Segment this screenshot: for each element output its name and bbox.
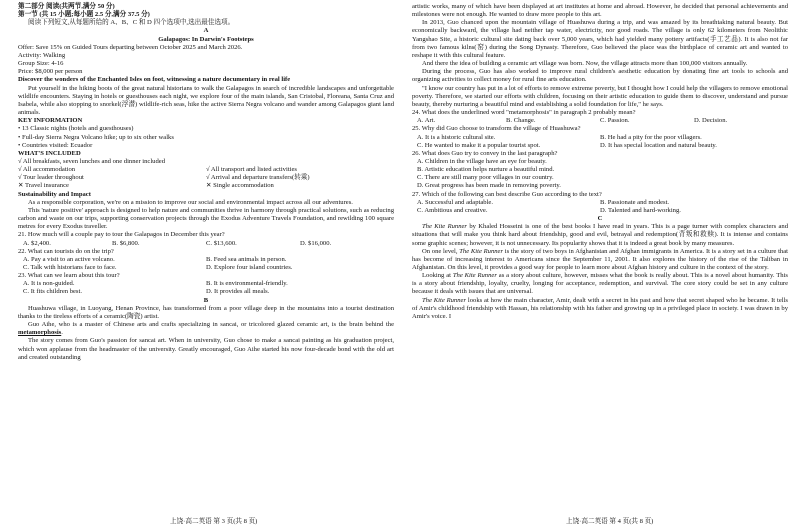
question-22: 22. What can tourists do on the trip? (18, 247, 114, 255)
included-item: √ All transport and listed activities (206, 166, 297, 174)
option: A. Pay a visit to an active volcano. (23, 255, 115, 263)
option: D. Talented and hard-working. (600, 206, 681, 214)
included-heading: WHAT'S INCLUDED (18, 149, 81, 157)
passage-b-letter: B (203, 296, 209, 304)
question-27-options (412, 199, 788, 207)
book-title: The Kite Runner (422, 296, 467, 304)
section-title: 第一节 (共 15 小题;每小题 2.5 分,满分 37.5 分) (18, 11, 150, 19)
option: C. Passion. (600, 117, 630, 125)
sustainability-heading: Sustainability and Impact (18, 190, 91, 198)
question-27: 27. Which of the following can best describe Guo according to the text? (412, 190, 602, 198)
excluded-row (18, 182, 394, 190)
paragraph-text: is the story of two boys in Afghanistan and Afghan immigrants in America. It is a story set in a culture that has become of increasing interest to Americans since the September 11, 2001. It also explores the history of the rise of the Taliban in Afghanistan. On this level, it provides a good way for people to learn more about Afghan history and culture in the context of the story. (412, 247, 788, 271)
option: A. $2,400. (23, 239, 51, 247)
key-info-item: • Full-day Sierra Negra Volcano hike; up to six other walks (18, 133, 174, 141)
question-24-options (412, 117, 788, 125)
underlined-word: metamorphosis (18, 329, 62, 337)
included-item: √ All accommodation (18, 166, 76, 174)
instruction: 阅读下列短文,从每题所给的 A、B、C 和 D 四个选项中,选出最佳选项。 (28, 19, 235, 27)
price-line: Price: $8,000 per person (18, 68, 83, 76)
option: D. It provides all meals. (206, 288, 270, 296)
option: A. Successful and adaptable. (417, 198, 493, 206)
passage-c-paragraph (412, 223, 788, 247)
key-info-heading: KEY INFORMATION (18, 117, 83, 125)
question-25-options (412, 142, 788, 150)
page-footer-right: 上饶·高二英语 第 4 页(共 8 页) (566, 518, 654, 525)
page-footer-left: 上饶·高二英语 第 3 页(共 8 页) (170, 518, 258, 525)
passage-b-paragraph: And there the idea of building a ceramic art village was born. Now, the village attracts more than 100,000 visitors annually. (422, 60, 748, 68)
passage-b-paragraph: In 2013, Guo chanced upon the mountain village of Huashuwa during a trip, and was amazed by its breathtaking natural beauty. But economically backward, the village had neither tap water, electricity, nor good roads. The village is only 62 kilometers from Neolithic Yangshao Site, a historic cultural site dating back over 5,000 years, which had yielded many pottery artifacts(手工艺品). It is also not far from two famous kilns(窑) during the Song Dynasty. Therefore, Guo believed the place was the birthplace of ceramic art and wanted to reshape it with this cultural feature. (412, 19, 788, 59)
option: A. It is a historic cultural site. (417, 133, 496, 141)
question-24: 24. What does the underlined word "metamorphosis" in paragraph 2 probably mean? (412, 109, 636, 117)
included-item: √ Tour leader throughout (18, 174, 84, 182)
passage-b-paragraph: The story comes from Guo's passion for sancai art. When in university, Guo chose to make a sancai painting as his graduation project, which won applause from the headmaster of the university. Greatly encouraged, Guo Aihe started his now four-decade bond with the old art and created outstanding (18, 337, 394, 361)
option: B. It is environmental-friendly. (206, 280, 288, 288)
question-21-options (18, 240, 394, 248)
paragraph-text: Looking at (422, 272, 453, 280)
option: A. Art. (417, 117, 436, 125)
question-21: 21. How much will a couple pay to tour the Galapagos in December this year? (18, 231, 225, 239)
question-23-options (18, 288, 394, 296)
option: C. Talk with historians face to face. (23, 264, 117, 271)
passage-b-paragraph: artistic works, many of which have been displayed at art institutes at home and abroad. However, he decided that personal achievements and milestones were not enough. He wanted to draw more people to this art. (412, 3, 788, 19)
paragraph-text: as a story about culture, however, misses what the book is really about. This is a novel about humanity. This is a story about friendship, loyalty, cruelty, longing for acceptance, redemption, and survival. The core story could be set in any culture because it deals with issues that are universal. (412, 272, 788, 296)
option: B. Artistic education helps nurture a beautiful mind. (417, 166, 555, 174)
passage-c-paragraph (412, 297, 788, 321)
option: C. He wanted to make it a popular tourist spot. (417, 141, 541, 149)
option: B. Change. (506, 117, 536, 125)
discover-heading: Discover the wonders of the Enchanted Isles on foot, witnessing a nature documentary in real life (18, 76, 291, 84)
group-size-line: Group Size: 4-16 (18, 60, 64, 68)
question-25: 25. Why did Guo choose to transform the village of Huashuwa? (412, 125, 581, 133)
question-23-options (18, 280, 394, 288)
option: D. Decision. (694, 117, 728, 125)
question-25-options (412, 134, 788, 142)
option: D. $16,000. (300, 239, 332, 247)
discover-paragraph: Put yourself in the hiking boots of the great natural historians to walk the Galapagos in search of incredible landscapes and unforgettable wildlife encounters. Staying in hotels or guesthouses each night, we explore four of the main islands, San Cristobal, Floreana, Santa Cruz and Isabela, while also stopping to snorkel(浮潜) wildlife-rich seas, hike the active Sierra Negra volcano and wander among Galapagos giant land animals. (18, 84, 394, 117)
left-column (18, 3, 394, 362)
option: B. He had a pity for the poor villagers. (600, 133, 702, 141)
option: A. Children in the village have an eye for beauty. (417, 157, 547, 165)
passage-c-paragraph (412, 272, 788, 296)
key-info-item: • Countries visited: Ecuador (18, 141, 93, 149)
option: B. Passionate and modest. (600, 198, 670, 206)
key-info-item: • 13 Classic nights (hotels and guesthouses) (18, 125, 134, 133)
option: D. It has special location and natural beauty. (600, 141, 717, 149)
excluded-item: ✕ Single accommodation (206, 182, 274, 190)
option: B. Feed sea animals in person. (206, 255, 287, 263)
book-title: The Kite Runner (459, 247, 504, 255)
paragraph-text: looks at how the main character, Amir, dealt with a secret in his past and how that secret shaped who he became. It tells of Amir's childhood friendship with Hassan, his relationship with his father and growing up in a privileged place in society. I was drawn in by Amir's voice. I (412, 296, 788, 320)
sustainability-paragraph: This 'nature positive' approach is designed to help nature and communities thrive in harmony through practical solutions, such as reducing carbon and waste on our trips, supporting conservation projects through the Exodus Adventure Travels Foundation, and rewilding 100 square metres for every Exodus traveller. (18, 206, 394, 231)
option: C. $13,600. (206, 239, 237, 247)
right-column (412, 3, 788, 321)
passage-c-paragraph (412, 248, 788, 272)
option: A. It is non-guided. (23, 280, 75, 288)
paragraph-text: Guo Aihe, who is a master of Chinese arts and crafts specializing in sancai, or tricolored glazed ceramic art, is the brain behind the (28, 321, 394, 329)
passage-b-paragraph: During the process, Guo has also worked to improve rural children's aesthetic education by donating fine art tools to schools and organizing activities to collect money for rural fine arts education. (412, 68, 788, 84)
paragraph-text: by Khaled Hosseini is one of the best books I have read in years. This is a page turner with complex characters and situations that will make you think hard about friendship, good and evil, betrayal and redemption(背叛和救赎). It is intense and contains some graphic scenes; however, it is not unnecessary. Its popularity shows that it is indeed a great book by many measures. (412, 223, 789, 247)
option: C. Ambitious and creative. (417, 206, 488, 214)
activity-line: Activity: Walking (18, 51, 66, 59)
question-22-options (18, 264, 394, 272)
sustainability-paragraph: As a responsible corporation, we're on a mission to improve our social and environmental impact across all our adventures. (28, 198, 353, 206)
passage-a-letter: A (203, 27, 209, 35)
question-27-options (412, 207, 788, 215)
included-item: √ Arrival and departure transfers(转乘) (206, 174, 310, 182)
column-divider (401, 0, 402, 531)
book-title: The Kite Runner (422, 223, 467, 231)
passage-a-title: Galapagos: In Darwin's Footsteps (158, 35, 254, 43)
option: C. There are still many poor villages in our country. (417, 174, 554, 182)
part-title: 第二部分 阅读(共两节,满分 50 分) (18, 3, 115, 10)
passage-c-letter: C (597, 215, 603, 223)
passage-b-paragraph: "I know our country has put in a lot of efforts to remove extreme poverty, but I thought how I could help the villagers to remove emotional poverty. Therefore, we started our efforts with children, focusing on their artistic education to guide them to discover, understand and pursue beauty, thereby nurturing a beautiful mind and establishing a solid foundation for life," he says. (412, 84, 788, 108)
included-item: √ All breakfasts, seven lunches and one dinner included (18, 157, 165, 165)
paragraph-text: . (61, 329, 63, 337)
option: B. $6,800. (112, 239, 140, 247)
paragraph-text: On one level, (422, 247, 460, 255)
passage-b-paragraph: Huashuwa village, in Luoyang, Henan Province, has transformed from a poor village deep in the mountains into a tourist destination thanks to the tireless efforts of a ceramic(陶瓷) artist. (18, 304, 394, 320)
question-22-options (18, 256, 394, 264)
question-26: 26. What does Guo try to convey in the last paragraph? (412, 149, 558, 157)
passage-b-paragraph (18, 321, 394, 337)
question-23: 23. What can we learn about this tour? (18, 272, 120, 280)
offer-line: Offer: Save 15% on Guided Tours departing between October 2025 and March 2026. (18, 43, 243, 51)
excluded-item: ✕ Travel insurance (18, 182, 69, 190)
included-row (18, 174, 394, 182)
book-title: The Kite Runner (452, 272, 497, 280)
option: D. Great progress has been made in removing poverty. (417, 182, 561, 190)
option: C. It fits children best. (23, 288, 82, 296)
option: D. Explore four island countries. (206, 264, 293, 271)
